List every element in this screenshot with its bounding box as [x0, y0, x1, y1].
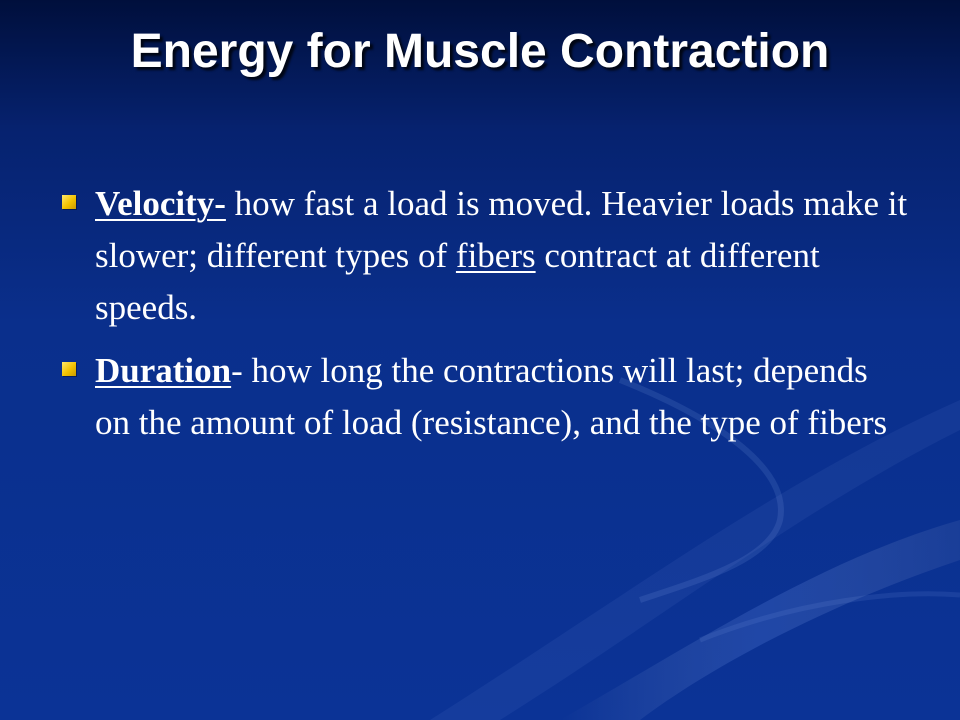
bullet-duration: [58, 345, 908, 449]
slide-title: Energy for Muscle Contraction: [130, 25, 830, 78]
bullet-underlined-word: fibers: [455, 236, 536, 275]
bullet-square-icon: [62, 362, 76, 376]
bullet-velocity: [58, 178, 908, 334]
bullet-square-icon: [62, 195, 76, 209]
bullet-text-end: contract at different speeds.: [95, 236, 820, 327]
bullet-term: Duration: [95, 351, 232, 390]
bullet-term: Velocity-: [95, 184, 226, 223]
bullet-list: [58, 178, 908, 460]
bullet-text: - how long the contractions will last; depends on the amount of load (resistance), and the type of fibers: [95, 351, 888, 442]
bullet-text: how fast a load is moved. Heavier loads make it slower; different types of: [95, 184, 908, 275]
